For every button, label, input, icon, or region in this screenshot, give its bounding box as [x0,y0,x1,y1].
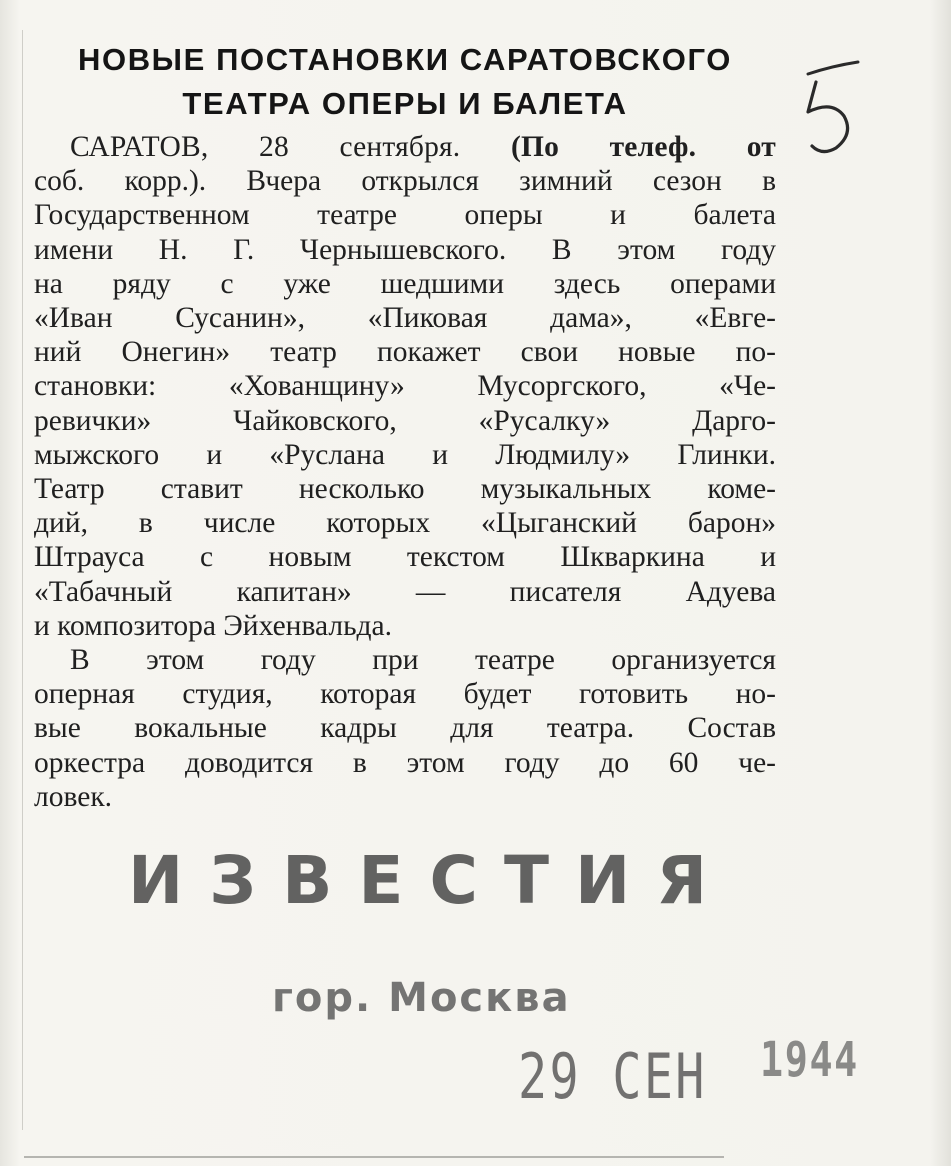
article-paragraph-2 [34,643,776,814]
article-text-line: мыжского и «Руслана и Людмилу» Глинки. [34,438,776,471]
article-source: (По телеф. от [510,131,776,163]
article-text-line: ревички» Чайковского, «Русалку» Дарго- [34,404,776,437]
article-text-line: ловек. [34,780,113,813]
article-text-line: В этом году при театре организуется [70,644,776,677]
article-text-line: Штрауса с новым текстом Шкваркина и [34,541,776,574]
article-text-line: и композитора Эйхенвальда. [34,609,393,642]
article-text-line: оркестра доводится в этом году до 60 че- [34,746,776,779]
stamp-date: 29 СЕН [518,1040,707,1113]
article-text-line: Государственном театре оперы и балета [34,199,776,232]
article-text-line: имени Н. Г. Чернышевского. В этом году [34,233,776,266]
article-text-line: оперная студия, которая будет готовить но- [34,678,776,711]
article-text-line: вые вокальные кадры для театра. Состав [34,712,776,745]
article-text-line: Театр ставит несколько музыкальных коме- [34,473,776,506]
stamp-newspaper-name: ИЗВЕСТИЯ [128,842,734,919]
headline-line-1: НОВЫЕ ПОСТАНОВКИ САРАТОВСКОГО [78,42,732,77]
article-paragraph-1 [34,164,776,643]
clipping-left-edge [22,30,23,1130]
article-dateline-line [34,130,776,164]
article-text-line: «Иван Сусанин», «Пиковая дама», «Евге- [34,302,776,335]
article-text-line: ний Онегин» театр покажет свои новые по- [34,336,776,369]
stamp-year: 1944 [760,1032,859,1088]
article-text-line: соб. корр.). Вчера открылся зимний сезон в [34,165,776,198]
article-text-line: «Табачный капитан» — писателя Адуева [34,575,776,608]
article-text-line: на ряду с уже шедшими здесь операми [34,267,776,300]
article-dateline: САРАТОВ, 28 сентября. [70,131,461,163]
clipping-bottom-edge [24,1156,724,1158]
article-text-line: становки: «Хованщину» Мусоргского, «Че- [34,370,776,403]
headline-line-2: ТЕАТРА ОПЕРЫ И БАЛЕТА [182,86,628,121]
article-headline [34,38,776,126]
newspaper-clipping [34,38,776,814]
handwritten-page-number [792,52,872,162]
article-body [34,130,776,814]
stamp-city: гор. Москва [272,975,571,1021]
article-text-line: дий, в числе которых «Цыганский барон» [34,507,776,540]
